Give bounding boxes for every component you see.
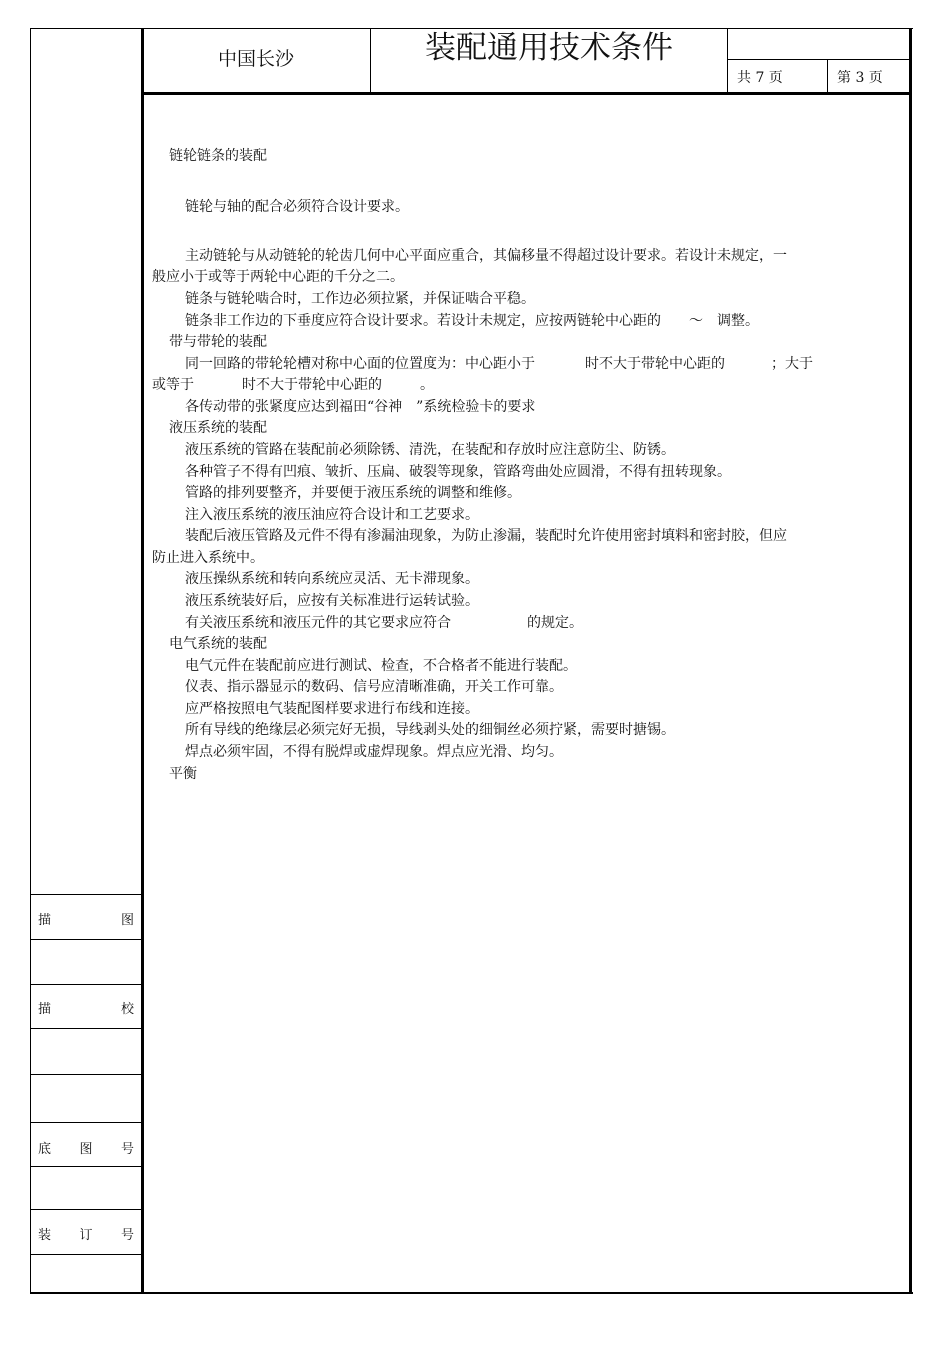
paragraph: 液压系统的管路在装配前必须除锈、清洗，在装配和存放时应注意防尘、防锈。 — [185, 442, 675, 458]
current-page: 第 3 页 — [837, 70, 883, 86]
paragraph — [152, 375, 434, 397]
side-char: 描 — [38, 1002, 52, 1017]
side-label-check — [38, 998, 134, 1017]
document-title: 装配通用技术条件 — [425, 30, 673, 66]
paragraph: 管路的排列要整齐，并要便于液压系统的调整和维修。 — [185, 485, 521, 501]
paragraph: 注入液压系统的液压油应符合设计和工艺要求。 — [185, 507, 479, 523]
paragraph: 链轮与轴的配合必须符合设计要求。 — [185, 199, 409, 215]
side-char: 校 — [120, 1002, 134, 1017]
paragraph: 电气元件在装配前应进行测试、检查，不合格者不能进行装配。 — [185, 658, 577, 674]
paragraph: 应严格按照电气装配图样要求进行布线和连接。 — [185, 701, 479, 717]
text-run: 的规定。 — [527, 615, 583, 631]
paragraph: 所有导线的绝缘层必须完好无损，导线剥头处的细铜丝必须拧紧，需要时搪锡。 — [185, 722, 675, 738]
text-run: 时不大于带轮中心距的 — [585, 356, 725, 372]
side-char: 号 — [120, 1142, 134, 1157]
paragraph: 般应小于或等于两轮中心距的千分之二。 — [152, 269, 404, 285]
text-run: 有关液压系统和液压元件的其它要求应符合 — [185, 615, 451, 631]
paragraph: 防止进入系统中。 — [152, 550, 264, 566]
section-heading-chain: 链轮链条的装配 — [169, 148, 267, 164]
text-run: 同一回路的带轮轮槽对称中心面的位置度为：中心距小于 — [185, 356, 535, 372]
paragraph: 链条非工作边的下垂度应符合设计要求。若设计未规定，应按两链轮中心距的 ～ 调整。 — [185, 313, 759, 329]
paragraph: 液压系统装好后，应按有关标准进行运转试验。 — [185, 593, 479, 609]
total-pages: 共 7 页 — [737, 70, 783, 86]
paragraph — [185, 613, 583, 635]
text-run: 。 — [420, 377, 434, 393]
side-char: 装 — [38, 1228, 52, 1243]
paragraph: 链条与链轮啮合时，工作边必须拉紧，并保证啮合平稳。 — [185, 291, 535, 307]
text-run: ；大于 — [771, 356, 813, 372]
side-char: 号 — [120, 1228, 134, 1243]
side-char: 订 — [79, 1228, 93, 1243]
paragraph: 液压操纵系统和转向系统应灵活、无卡滞现象。 — [185, 571, 479, 587]
paragraph: 主动链轮与从动链轮的轮齿几何中心平面应重合，其偏移量不得超过设计要求。若设计未规定，一 — [185, 248, 787, 264]
section-heading-electric: 电气系统的装配 — [169, 636, 267, 652]
side-char: 图 — [79, 1142, 93, 1157]
side-label-base-drawing-no — [38, 1138, 134, 1157]
section-heading-belt: 带与带轮的装配 — [169, 334, 267, 350]
paragraph: 装配后液压管路及元件不得有渗漏油现象，为防止渗漏，装配时允许使用密封填料和密封胶，但应 — [185, 528, 787, 544]
paragraph: 各种管子不得有凹痕、皱折、压扁、破裂等现象，管路弯曲处应圆滑，不得有扭转现象。 — [185, 464, 731, 480]
section-heading-hydraulic: 液压系统的装配 — [169, 420, 267, 436]
paragraph: 仪表、指示器显示的数码、信号应清晰准确，开关工作可靠。 — [185, 679, 563, 695]
paragraph: 焊点必须牢固，不得有脱焊或虚焊现象。焊点应光滑、均匀。 — [185, 744, 563, 760]
paragraph — [185, 354, 813, 376]
side-label-binding-no — [38, 1224, 134, 1243]
side-label-draw — [38, 909, 134, 928]
paragraph: 各传动带的张紧度应达到福田“谷神 ”系统检验卡的要求 — [185, 399, 536, 415]
side-char: 描 — [38, 913, 52, 928]
text-run: 或等于 — [152, 377, 194, 393]
side-char: 底 — [38, 1142, 52, 1157]
text-run: 时不大于带轮中心距的 — [242, 377, 382, 393]
section-heading-balance: 平衡 — [169, 766, 197, 782]
side-char: 图 — [120, 913, 134, 928]
company-name: 中国长沙 — [217, 48, 294, 70]
